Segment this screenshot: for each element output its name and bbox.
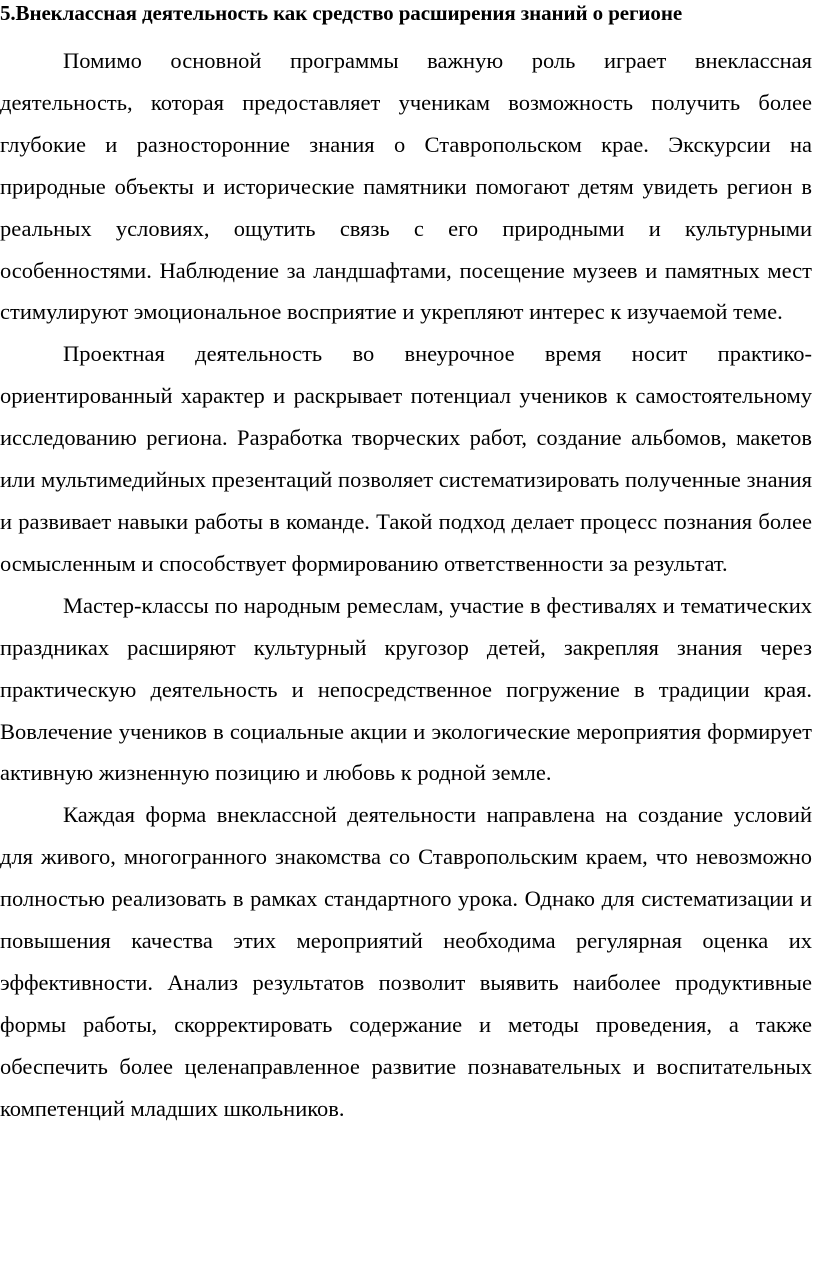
paragraph-project-activity: Проектная деятельность во внеурочное время носит практико-ориентированный характер и раскрывает потенциал учеников к самостоятельному исследованию региона. Разработка творческих работ, создание альбомов, макетов или мультимедийных презентаций позволяет систематизировать полученные знания и развивает навыки работы в команде. Такой подход делает процесс познания более осмысленным и способствует формированию ответственности за результат.: [0, 341, 812, 576]
paragraph-conclusion: Каждая форма внеклассной деятельности направлена на создание условий для живого, многогранного знакомства со Ставропольским краем, что невозможно полностью реализовать в рамках стандартного урока. Однако для систематизации и повышения качества этих мероприятий необходима регулярная оценка их эффективности. Анализ результатов позволит выявить наиболее продуктивные формы работы, скорректировать содержание и методы проведения, а также обеспечить более целенаправленное развитие познавательных и воспитательных компетенций младших школьников.: [0, 802, 812, 1121]
paragraph-master-classes: Мастер-классы по народным ремеслам, участие в фестивалях и тематических праздниках расширяют культурный кругозор детей, закрепляя знания через практическую деятельность и непосредственное погружение в традиции края. Вовлечение учеников в социальные акции и экологические мероприятия формирует активную жизненную позицию и любовь к родной земле.: [0, 592, 812, 786]
section-heading: 5.Внеклассная деятельность как средство расширения знаний о регионе: [0, 1, 683, 25]
paragraph-extracurricular-intro: Помимо основной программы важную роль играет внеклассная деятельность, которая предоставляет ученикам возможность получить более глубокие и разносторонние знания о Ставропольском крае. Экскурсии на природные объекты и исторические памятники помогают детям увидеть регион в реальных условиях, ощутить связь с его природными и культурными особенностями. Наблюдение за ландшафтами, посещение музеев и памятных мест стимулируют эмоциональное восприятие и укрепляют интерес к изучаемой теме.: [0, 48, 812, 325]
